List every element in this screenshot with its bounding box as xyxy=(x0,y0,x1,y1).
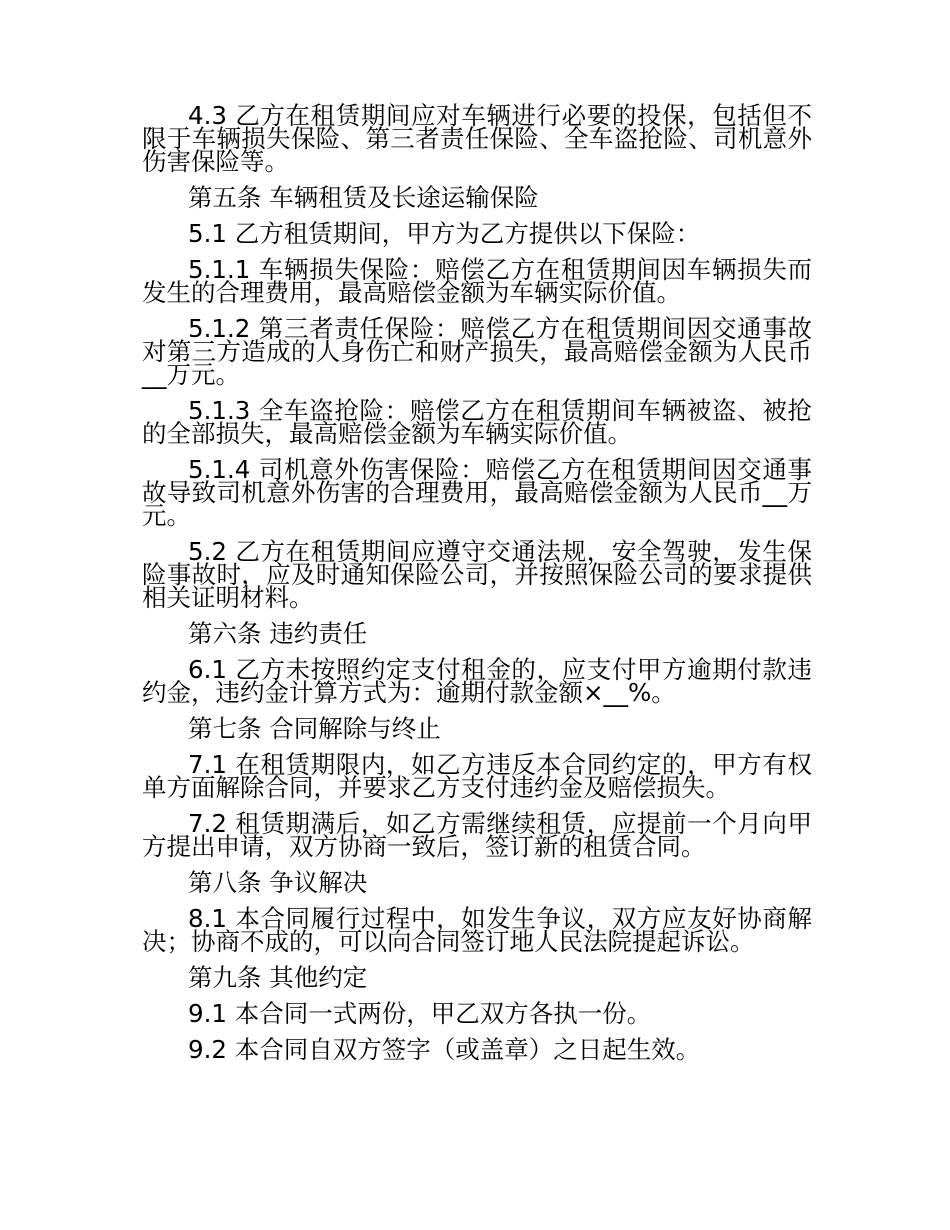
article-8-heading: 第八条 争议解决 xyxy=(188,868,368,897)
clause-4-3: 4.3 乙方在租赁期间应对车辆进行必要的投保，包括但不限于车辆损失保险、第三者责任保险、全车盗抢险、司机意外伤害保险等。 xyxy=(142,101,812,176)
article-6-heading: 第六条 违约责任 xyxy=(188,619,368,648)
clause-5-1-4: 5.1.4 司机意外伤害保险：赔偿乙方在租赁期间因交通事故导致司机意外伤害的合理费用，最高赔偿金额为人民币__万元。 xyxy=(142,455,812,530)
clause-5-1: 5.1 乙方租赁期间，甲方为乙方提供以下保险： xyxy=(188,219,701,248)
clause-5-1-2: 5.1.2 第三者责任保险：赔偿乙方在租赁期间因交通事故对第三方造成的人身伤亡和财产损失，最高赔偿金额为人民币__万元。 xyxy=(142,314,812,389)
clause-7-2: 7.2 租赁期满后，如乙方需继续租赁，应提前一个月向甲方提出申请，双方协商一致后，签订新的租赁合同。 xyxy=(142,809,812,861)
clause-9-2: 9.2 本合同自双方签字（或盖章）之日起生效。 xyxy=(188,1035,701,1064)
clause-5-1-1: 5.1.1 车辆损失保险：赔偿乙方在租赁期间因车辆损失而发生的合理费用，最高赔偿金额为车辆实际价值。 xyxy=(142,255,812,307)
article-9-heading: 第九条 其他约定 xyxy=(188,963,368,992)
article-7-heading: 第七条 合同解除与终止 xyxy=(188,714,441,743)
clause-9-1: 9.1 本合同一式两份，甲乙双方各执一份。 xyxy=(188,999,652,1028)
article-5-heading: 第五条 车辆租赁及长途运输保险 xyxy=(188,183,539,212)
clause-8-1: 8.1 本合同履行过程中，如发生争议，双方应友好协商解决；协商不成的，可以向合同签订地人民法院提起诉讼。 xyxy=(142,904,812,956)
clause-5-1-3: 5.1.3 全车盗抢险：赔偿乙方在租赁期间车辆被盗、被抢的全部损失，最高赔偿金额为车辆实际价值。 xyxy=(142,396,812,448)
clause-7-1: 7.1 在租赁期限内，如乙方违反本合同约定的，甲方有权单方面解除合同，并要求乙方支付违约金及赔偿损失。 xyxy=(142,750,812,802)
clause-5-2: 5.2 乙方在租赁期间应遵守交通法规，安全驾驶，发生保险事故时，应及时通知保险公司，并按照保险公司的要求提供相关证明材料。 xyxy=(142,537,812,612)
document-page xyxy=(142,101,812,1074)
clause-6-1: 6.1 乙方未按照约定支付租金的，应支付甲方逾期付款违约金，违约金计算方式为：逾期付款金额×__%。 xyxy=(142,655,812,707)
